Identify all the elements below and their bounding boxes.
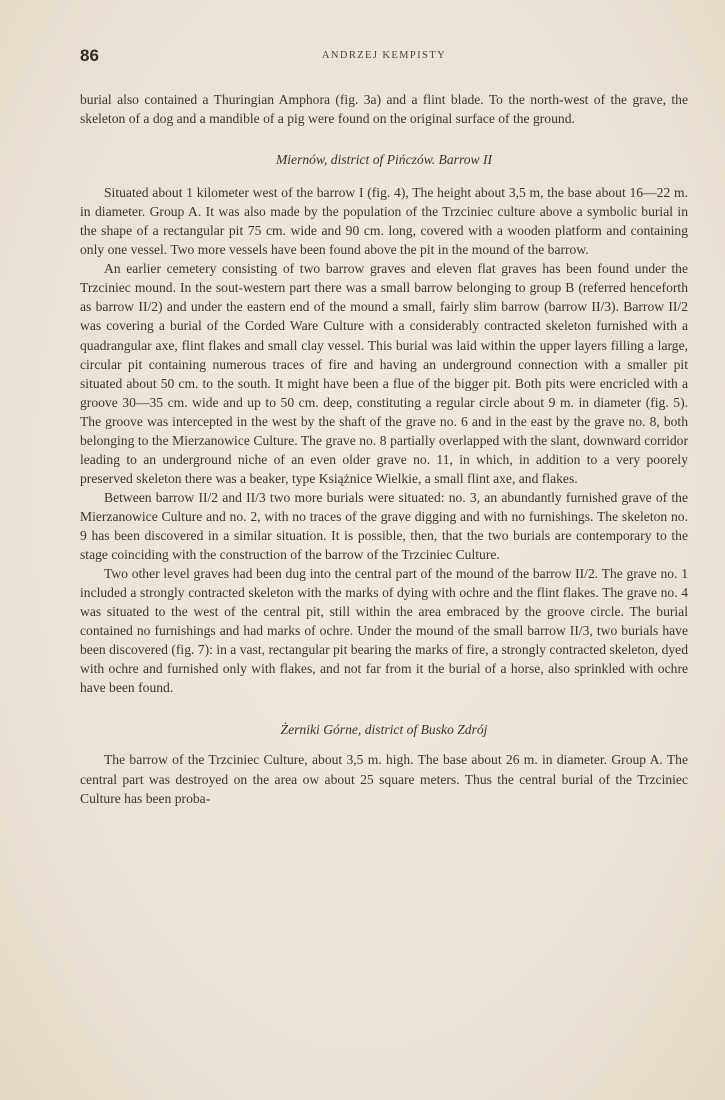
- paragraph: An earlier cemetery consisting of two barrow graves and eleven flat graves has been found under the Trzciniec mound. In the sout-western part there was a small barrow belonging to group B (referred henceforth as barrow II/2) and under the eastern end of the mound a small, fairly slim barrow (barrow II/3). Barrow II/2 was covering a burial of the Corded Ware Culture with a considerably contracted skeleton furnished with a quadrangular axe, flint flakes and small clay vessel. This burial was laid within the upper layers filling a large, circular pit containing numerous traces of fire and having an underground connection with a smaller pit situated about 50 cm. to the south. It might have been a flue of the bigger pit. Both pits were encricled with a groove 30—35 cm. wide and up to 50 cm. deep, constituting a regular circle about 9 m. in diameter (fig. 5). The groove was intercepted in the west by the shaft of the grave no. 6 and in the east by the grave no. 8, both belonging to the Mierzanowice Culture. The grave no. 8 partially overlapped with the slant, downward corridor leading to an underground niche of an even older grave no. 11, in which, in addition to a very poorely preserved skeleton there was a beaker, type Książnice Wielkie, a small flint axe, and flakes.: [80, 261, 688, 486]
- page-number: 86: [80, 46, 99, 65]
- paragraph: Situated about 1 kilometer west of the barrow I (fig. 4), The height about 3,5 m, the base about 16—22 m. in diameter. Group A. It was also made by the population of the Trzciniec culture above a symbolic burial in the shape of a rectangular pit 75 cm. wide and 90 cm. long, covered with a wooden platform and containing only one vessel. Two more vessels have been found above the pit in the mound of the barrow.: [80, 185, 688, 258]
- page-header: [80, 46, 688, 70]
- running-head-author: ANDRZEJ KEMPISTY: [321, 50, 447, 61]
- paragraph: The barrow of the Trzciniec Culture, about 3,5 m. high. The base about 26 m. in diameter. Group A. The central part was destroyed on the area ow about 25 square meters. Thus the central burial of the Trzciniec Culture has been proba-: [80, 752, 688, 806]
- paragraph-continuation: burial also contained a Thuringian Amphora (fig. 3a) and a flint blade. To the north-west of the grave, the skeleton of a dog and a mandible of a pig were found on the original surface of the ground.: [80, 92, 688, 127]
- section-heading-miernow: Miernów, district of Pińczów. Barrow II: [275, 152, 493, 168]
- page-body: [80, 90, 688, 808]
- section-heading-zerniki: Żerniki Górne, district of Busko Zdrój: [280, 722, 488, 738]
- paragraph: Between barrow II/2 and II/3 two more burials were situated: no. 3, an abundantly furnished grave of the Mierzanowice Culture and no. 2, with no traces of the grave digging and with no furnishings. The skeleton no. 9 has been discovered in a similar situation. It is possible, then, that the two burials are contemporary to the stage coinciding with the construction of the barrow of the Trzciniec Culture.: [80, 489, 688, 563]
- paragraph: Two other level graves had been dug into the central part of the mound of the barrow II/2. The grave no. 1 included a strongly contracted skeleton with the marks of dying with ochre and the flint flakes. The grave no. 4 was situated to the west of the central pit, still within the area embraced by the groove circle. The burial contained no furnishings and had marks of ochre. Under the mound of the small barrow II/3, two burials have been discovered (fig. 7): in a vast, rectangular pit bearing the marks of fire, a strongly contracted skeleton, dyed with ochre and furnished only with flakes, and not far from it the burial of a horse, also sprinkled with ochre have been found.: [80, 566, 688, 696]
